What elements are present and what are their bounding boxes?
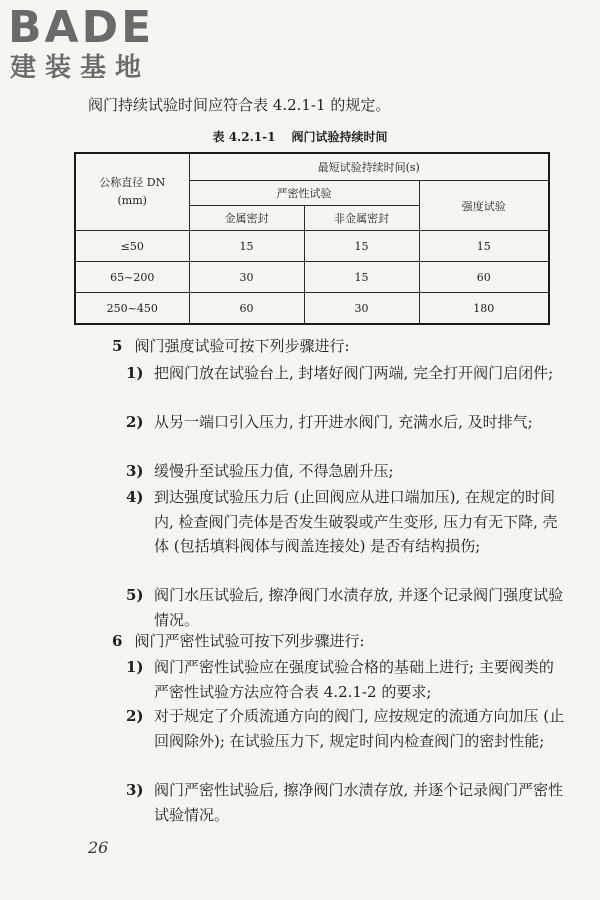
cell-strength: 15 bbox=[419, 231, 549, 262]
cell-metal: 15 bbox=[189, 231, 304, 262]
cell-dn: 65~200 bbox=[75, 262, 189, 293]
cell-metal: 60 bbox=[189, 293, 304, 325]
col-header-nonmetal: 非金属密封 bbox=[304, 206, 419, 231]
list-item: 4) 到达强度试验压力后 (止回阀应从进口端加压), 在规定的时间内, 检查阀门壳体是否发生破裂或产生变形, 压力有无下降, 壳体 (包括填料阀体与阀盖连接处) 是否有结构损伤; bbox=[126, 488, 558, 556]
col-header-strength: 强度试验 bbox=[419, 181, 549, 231]
table-row bbox=[75, 262, 549, 293]
list-item: 3) 阀门严密性试验后, 擦净阀门水渍存放, 并逐个记录阀门严密性试验情况。 bbox=[126, 781, 564, 824]
page-number: 26 bbox=[88, 838, 109, 857]
cell-strength: 180 bbox=[419, 293, 549, 325]
cell-dn: ≤50 bbox=[75, 231, 189, 262]
col-header-min-time: 最短试验持续时间(s) bbox=[189, 153, 549, 181]
section-5-heading: 5 阀门强度试验可按下列步骤进行: bbox=[112, 337, 350, 355]
cell-strength: 60 bbox=[419, 262, 549, 293]
cell-nonmetal: 15 bbox=[304, 262, 419, 293]
cell-metal: 30 bbox=[189, 262, 304, 293]
list-item: 3) 缓慢升至试验压力值, 不得急剧升压; bbox=[126, 462, 394, 480]
table-caption bbox=[0, 128, 600, 146]
cell-dn: 250~450 bbox=[75, 293, 189, 325]
intro-text: 阀门持续试验时间应符合表 4.2.1-1 的规定。 bbox=[88, 96, 391, 114]
col-header-tightness: 严密性试验 bbox=[189, 181, 419, 206]
col-header-metal: 金属密封 bbox=[189, 206, 304, 231]
list-item: 2) 从另一端口引入压力, 打开进水阀门, 充满水后, 及时排气; bbox=[126, 413, 533, 431]
table-number: 表 4.2.1-1 bbox=[212, 130, 276, 144]
table-title: 阀门试验持续时间 bbox=[291, 130, 388, 144]
list-item: 5) 阀门水压试验后, 擦净阀门水渍存放, 并逐个记录阀门强度试验情况。 bbox=[126, 586, 564, 629]
cell-nonmetal: 30 bbox=[304, 293, 419, 325]
duration-table bbox=[74, 152, 550, 325]
logo-word: BADE bbox=[8, 2, 155, 53]
col-header-dn: 公称直径 DN (mm) bbox=[75, 153, 189, 231]
list-item: 1) 阀门严密性试验应在强度试验合格的基础上进行; 主要阀类的严密性试验方法应符合表 4.2.1-2 的要求; bbox=[126, 658, 554, 701]
logo bbox=[8, 4, 178, 84]
cell-nonmetal: 15 bbox=[304, 231, 419, 262]
list-item: 2) 对于规定了介质流通方向的阀门, 应按规定的流通方向加压 (止回阀除外); 在试验压力下, 规定时间内检查阀门的密封性能; bbox=[126, 707, 565, 750]
logo-subtitle: 建装基地 bbox=[10, 53, 151, 83]
list-item: 1) 把阀门放在试验台上, 封堵好阀门两端, 完全打开阀门启闭件; bbox=[126, 364, 554, 382]
section-6-heading: 6 阀门严密性试验可按下列步骤进行: bbox=[112, 632, 365, 650]
table-row bbox=[75, 231, 549, 262]
table-row bbox=[75, 293, 549, 325]
